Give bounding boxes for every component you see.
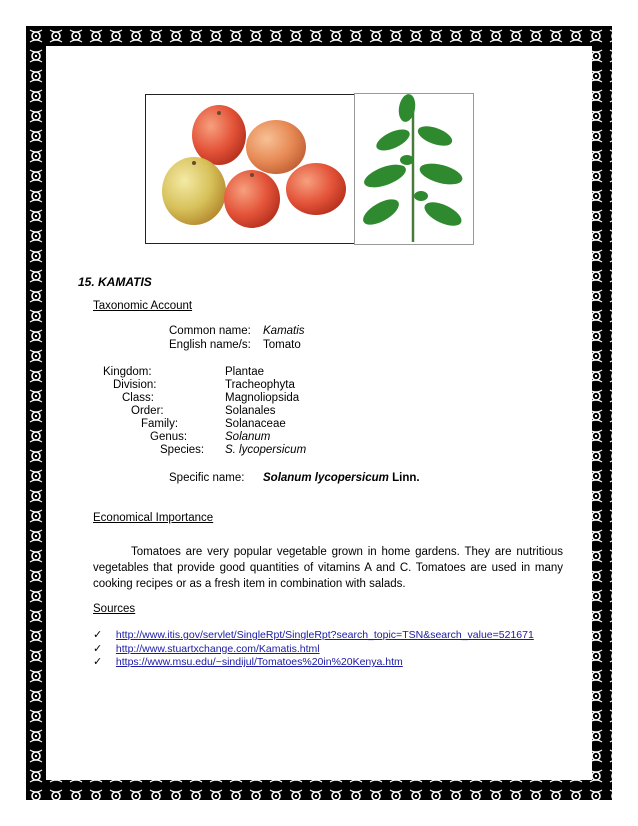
specific-name-value: Solanum lycopersicum [263,472,389,484]
specific-name-label: Specific name: [169,472,245,484]
order-label: Order: [131,405,164,417]
species-label: Species: [160,444,205,456]
kingdom-label: Kingdom: [103,366,152,378]
kingdom-value: Plantae [225,366,265,378]
source-link-itis[interactable]: http://www.itis.gov/servlet/SingleRpt/SingleRpt?search_topic=TSN&search_value=521671 [115,629,534,641]
source-link-msu[interactable]: https://www.msu.edu/~sindijul/Tomatoes%20in%20Kenya.htm [115,656,403,668]
tomato-photo [145,94,355,244]
division-label: Division: [113,379,157,391]
source-item [93,656,534,670]
source-link-stuartxchange[interactable]: http://www.stuartxchange.com/Kamatis.html [115,642,320,655]
common-name-value: Kamatis [263,325,305,337]
source-item [93,643,534,657]
sources-list [93,629,534,670]
order-value: Solanales [225,405,276,417]
check-icon: ✓ [93,642,103,655]
economical-importance-paragraph [93,544,563,592]
check-icon: ✓ [93,629,103,641]
genus-label: Genus: [150,431,188,443]
economical-importance-text: Tomatoes are very popular vegetable grown in home gardens. They are nutritious vegetables that provide good quantities of vitamins A and C. Tomatoes are used in many cooking recipes or as a fresh item in combination with salads. [93,546,563,590]
family-label: Family: [141,418,179,430]
division-value: Tracheophyta [225,379,295,391]
tomato-leaf-photo [354,93,474,245]
check-icon: ✓ [93,656,103,668]
specific-name-author: Linn. [392,472,420,484]
economical-importance-title: Economical Importance [93,512,214,524]
english-name-value: Tomato [263,339,301,351]
genus-value: Solanum [225,431,271,443]
family-value: Solanaceae [225,418,286,430]
class-label: Class: [122,392,154,404]
taxonomic-account-title: Taxonomic Account [93,300,193,312]
english-name-label: English name/s: [169,339,251,351]
species-value: S. lycopersicum [225,444,307,456]
common-name-label: Common name: [169,325,251,337]
source-item [93,629,534,643]
class-value: Magnoliopsida [225,392,300,404]
page-heading: 15. KAMATIS [78,275,152,289]
sources-title: Sources [93,603,136,615]
specific-name-block [263,472,420,484]
